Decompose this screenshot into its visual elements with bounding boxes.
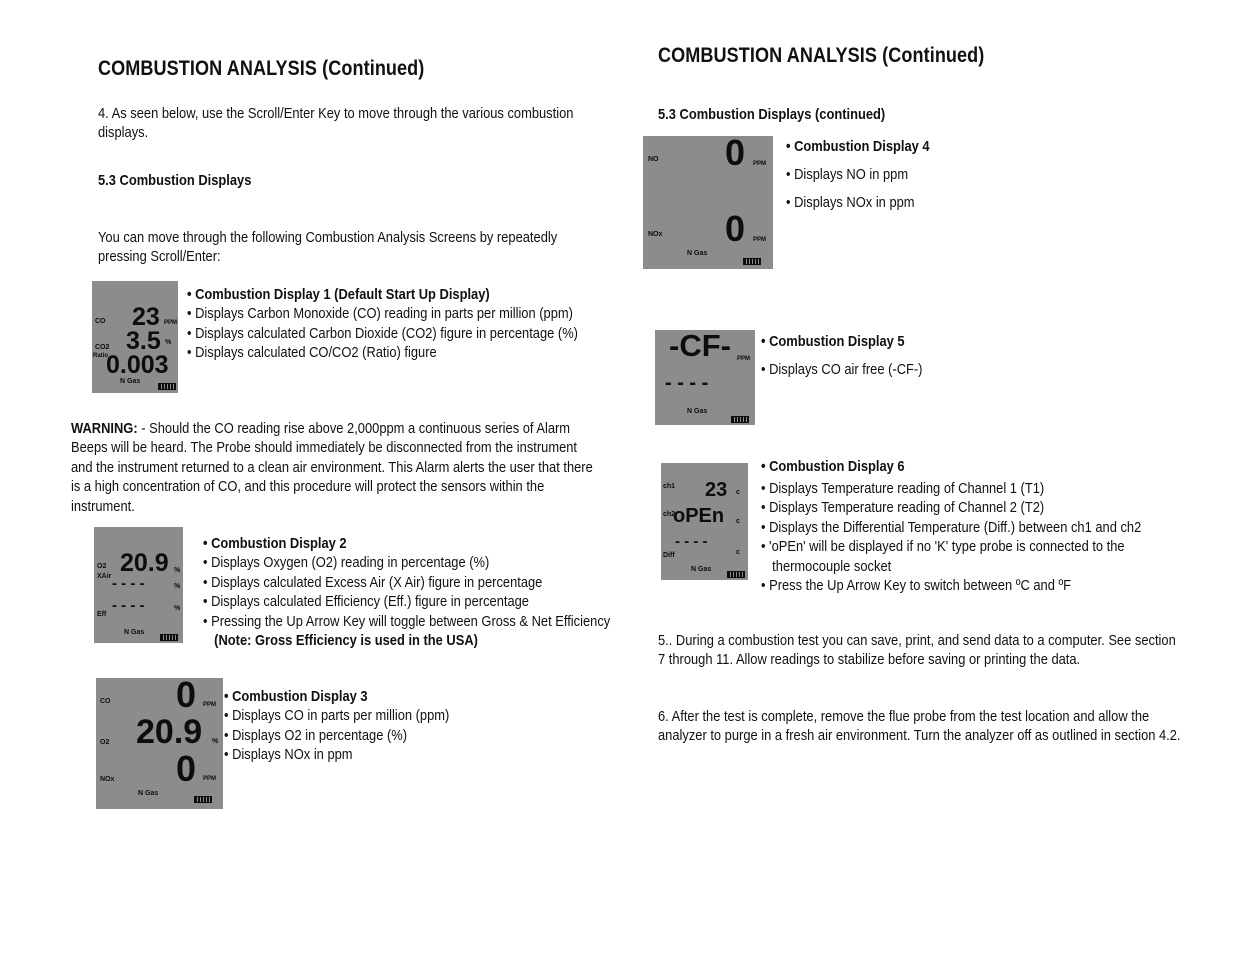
lcd-display-4 xyxy=(643,136,773,269)
warning-label: WARNING: xyxy=(71,420,138,437)
battery-icon xyxy=(731,416,749,423)
display-1-item: • Displays calculated CO/CO2 (Ratio) figure xyxy=(187,344,437,362)
left-page-title: COMBUSTION ANALYSIS (Continued) xyxy=(98,57,425,80)
display-2-item xyxy=(203,612,616,651)
lcd-label: NOx xyxy=(648,231,663,238)
lcd-value: 23 xyxy=(705,479,728,501)
display-1-item: • Displays Carbon Monoxide (CO) reading in parts per million (ppm) xyxy=(187,305,573,323)
lcd-label: Ratio xyxy=(93,353,108,359)
lcd-label: CO xyxy=(95,318,106,325)
display-6-item: • Displays Temperature reading of Channel 1 (T1) xyxy=(761,480,1045,497)
lcd-value: 23 xyxy=(132,303,160,331)
display-6-text xyxy=(761,457,1178,595)
lcd-value: 0 xyxy=(725,208,746,249)
display-6-item: • Displays the Differential Temperature (Diff.) between ch1 and ch2 xyxy=(761,518,1142,536)
display-2-title: • Combustion Display 2 xyxy=(203,535,347,552)
lcd-value: 0 xyxy=(176,748,197,789)
lcd-display-1 xyxy=(92,281,178,393)
display-4-item: • Displays NO in ppm xyxy=(786,166,909,183)
lcd-value: 3.5 xyxy=(126,327,161,355)
lcd-label: NOx xyxy=(100,776,115,783)
battery-icon xyxy=(743,258,761,265)
display-6-item: • Press the Up Arrow Key to switch between ºC and ºF xyxy=(761,577,1072,595)
lcd-unit: PPM xyxy=(737,356,751,362)
display-3-title: • Combustion Display 3 xyxy=(224,688,368,705)
lcd-gas-label: N Gas xyxy=(120,378,141,385)
lcd-value: 0 xyxy=(176,678,197,715)
battery-icon xyxy=(160,634,178,641)
step-6-text: 6. After the test is complete, remove the flue probe from the test location and allow the analyzer to purge in a fresh air environment. Turn the analyzer off as outlined in section 4.2. xyxy=(658,708,1181,745)
lcd-value: - - - - xyxy=(112,597,145,614)
lcd-label: ch1 xyxy=(663,483,676,490)
intro-text: You can move through the following Combustion Analysis Screens by repeatedly pressing Scroll/Enter: xyxy=(98,229,558,266)
display-5-item: • Displays CO air free (-CF-) xyxy=(761,361,923,378)
lcd-unit: % xyxy=(174,605,181,612)
lcd-value: 20.9 xyxy=(120,549,169,577)
lcd-label: CO2 xyxy=(95,344,110,351)
lcd-label: ch2 xyxy=(663,511,676,518)
step-5-text: 5.. During a combustion test you can save, print, and send data to a computer. See section 7 through 11. Allow readings to stabilize before saving or printing the data. xyxy=(658,632,1176,669)
display-4-title: • Combustion Display 4 xyxy=(786,138,930,155)
warning-text: - Should the CO reading rise above 2,000ppm a continuous series of Alarm Beeps will be heard. The Probe should immediately be disconnected from the instrument and the instrument returned to a clean air environment. This Alarm alerts the user that there is a high concentration of CO, and this procedure will protect the sensors within the instrument. xyxy=(71,420,593,515)
lcd-gas-label: N Gas xyxy=(687,408,708,415)
lcd-display-2 xyxy=(94,527,183,643)
battery-icon xyxy=(158,383,176,390)
lcd-value: - - - - xyxy=(665,372,709,394)
step-4-text: 4. As seen below, use the Scroll/Enter Key to move through the various combustion displays. xyxy=(98,105,574,142)
lcd-display-5 xyxy=(655,330,755,425)
display-5-text xyxy=(761,328,1139,384)
right-page-title: COMBUSTION ANALYSIS (Continued) xyxy=(658,44,985,67)
display-3-item: • Displays O2 in percentage (%) xyxy=(224,726,408,744)
section-heading-continued: 5.3 Combustion Displays (continued) xyxy=(658,106,886,123)
warning-paragraph xyxy=(71,419,596,516)
lcd-gas-label: N Gas xyxy=(691,566,712,573)
lcd-display-6 xyxy=(661,463,748,580)
display-2-item-text: • Pressing the Up Arrow Key will toggle between Gross & Net Efficiency xyxy=(203,612,611,630)
section-heading: 5.3 Combustion Displays xyxy=(98,172,252,189)
lcd-unit: c xyxy=(736,489,740,496)
display-1-item: • Displays calculated Carbon Dioxide (CO2) figure in percentage (%) xyxy=(187,324,578,342)
lcd-unit: PPM xyxy=(753,161,767,167)
lcd-label: Diff xyxy=(663,552,675,559)
lcd-value: - - - - xyxy=(675,533,708,550)
lcd-value: 0.003 xyxy=(106,351,169,379)
display-6-item: • Displays Temperature reading of Channel 2 (T2) xyxy=(761,499,1045,517)
lcd-gas-label: N Gas xyxy=(138,790,159,797)
lcd-label: NO xyxy=(648,156,659,163)
battery-icon xyxy=(194,796,212,803)
display-3-item: • Displays CO in parts per million (ppm) xyxy=(224,707,450,725)
display-2-note: (Note: Gross Efficiency is used in the USA) xyxy=(214,632,478,650)
display-4-item: • Displays NOx in ppm xyxy=(786,194,915,211)
lcd-label: XAir xyxy=(97,573,112,580)
display-6-title: • Combustion Display 6 xyxy=(761,458,905,475)
lcd-unit: % xyxy=(174,583,181,590)
lcd-gas-label: N Gas xyxy=(687,250,708,257)
lcd-label: Eff xyxy=(97,611,107,618)
lcd-value: -CF- xyxy=(669,330,731,363)
lcd-unit: % xyxy=(174,567,181,574)
lcd-unit: c xyxy=(736,549,740,556)
display-6-item: • 'oPEn' will be displayed if no 'K' type probe is connected to the thermocouple socket xyxy=(761,538,1125,575)
lcd-label: O2 xyxy=(100,739,110,746)
display-2-item: • Displays calculated Excess Air (X Air) figure in percentage xyxy=(203,573,543,591)
display-4-text xyxy=(786,133,1164,217)
lcd-value: oPEn xyxy=(673,505,725,527)
battery-icon xyxy=(727,571,745,578)
lcd-gas-label: N Gas xyxy=(124,629,145,636)
display-2-item: • Displays Oxygen (O2) reading in percentage (%) xyxy=(203,554,490,572)
lcd-value: 20.9 xyxy=(136,713,203,751)
display-2-text xyxy=(203,534,616,650)
lcd-unit: % xyxy=(212,738,219,745)
display-2-item: • Displays calculated Efficiency (Eff.) figure in percentage xyxy=(203,593,529,611)
lcd-unit: PPM xyxy=(203,702,217,708)
display-3-item: • Displays NOx in ppm xyxy=(224,746,353,764)
lcd-value: 0 xyxy=(725,136,746,173)
lcd-unit: PPM xyxy=(164,320,178,326)
lcd-unit: % xyxy=(165,339,172,346)
lcd-value: - - - - xyxy=(112,575,145,592)
lcd-label: O2 xyxy=(97,563,107,570)
display-1-title: • Combustion Display 1 (Default Start Up Display) xyxy=(187,286,490,303)
display-3-text xyxy=(224,687,602,765)
lcd-display-3 xyxy=(96,678,223,809)
lcd-unit: PPM xyxy=(753,237,767,243)
display-5-title: • Combustion Display 5 xyxy=(761,333,905,350)
lcd-unit: PPM xyxy=(203,776,217,782)
lcd-label: CO xyxy=(100,698,111,705)
display-1-text xyxy=(187,285,600,363)
lcd-unit: c xyxy=(736,518,740,525)
